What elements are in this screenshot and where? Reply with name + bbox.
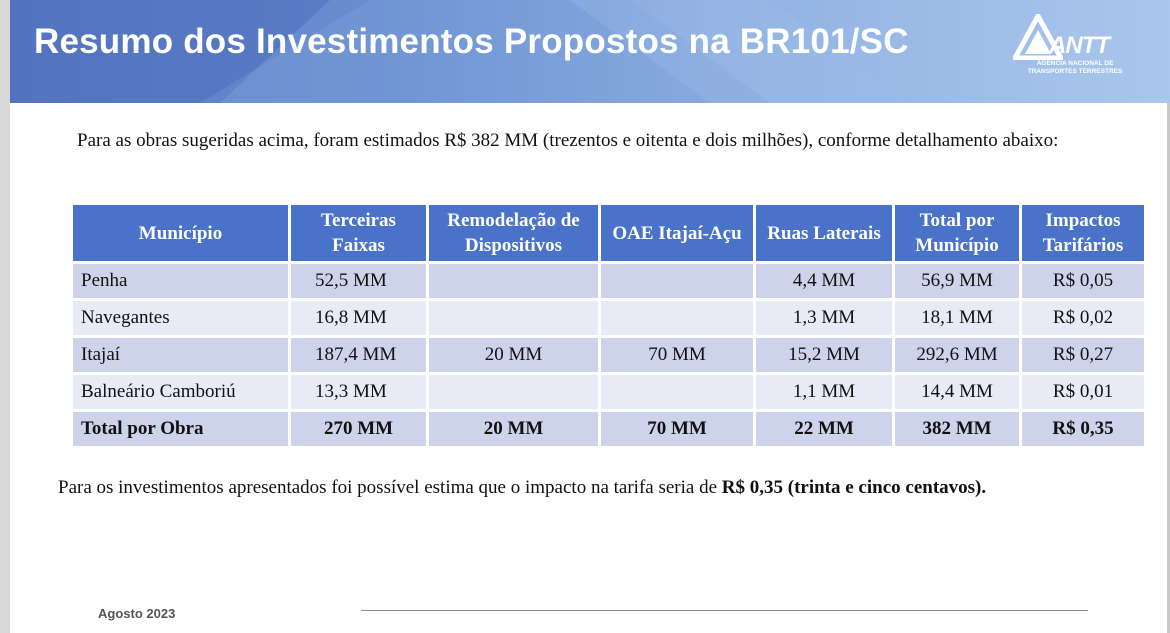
table-row — [73, 375, 1144, 409]
column-header: Impactos Tarifários — [1022, 205, 1144, 261]
investment-table — [70, 202, 1147, 449]
cell-total-value: 20 MM — [429, 412, 598, 446]
cell-value: 1,1 MM — [756, 375, 892, 409]
cell-value — [429, 264, 598, 298]
cell-value: 56,9 MM — [895, 264, 1019, 298]
antt-logo — [1005, 14, 1135, 80]
cell-value: R$ 0,27 — [1022, 338, 1144, 372]
column-header: Terceiras Faixas — [291, 205, 426, 261]
table-total-row — [73, 412, 1144, 446]
cell-value: R$ 0,02 — [1022, 301, 1144, 335]
cell-value: 187,4 MM — [291, 338, 426, 372]
cell-value: 14,4 MM — [895, 375, 1019, 409]
cell-value — [429, 375, 598, 409]
column-header: Município — [73, 205, 288, 261]
table-header-row — [73, 205, 1144, 261]
intro-paragraph: Para as obras sugeridas acima, foram estimados R$ 382 MM (trezentos e oitenta e dois milhões), conforme detalhamento abaixo: — [77, 130, 1059, 151]
cell-value: R$ 0,01 — [1022, 375, 1144, 409]
table-row — [73, 264, 1144, 298]
conclusion-text: Para os investimentos apresentados foi possível estima que o impacto na tarifa seria de — [58, 477, 722, 498]
cell-value: 16,8 MM — [291, 301, 426, 335]
cell-value: 70 MM — [601, 338, 753, 372]
cell-total-value: 382 MM — [895, 412, 1019, 446]
cell-value — [429, 301, 598, 335]
cell-value: 292,6 MM — [895, 338, 1019, 372]
cell-value: 15,2 MM — [756, 338, 892, 372]
cell-total-value: 22 MM — [756, 412, 892, 446]
cell-value: 4,4 MM — [756, 264, 892, 298]
table-row — [73, 301, 1144, 335]
cell-municipio: Navegantes — [73, 301, 288, 335]
cell-value: 18,1 MM — [895, 301, 1019, 335]
cell-total-value: 70 MM — [601, 412, 753, 446]
cell-value: 13,3 MM — [291, 375, 426, 409]
cell-municipio: Penha — [73, 264, 288, 298]
footer-date: Agosto 2023 — [98, 606, 176, 621]
cell-value: 20 MM — [429, 338, 598, 372]
column-header: OAE Itajaí-Açu — [601, 205, 753, 261]
cell-value — [601, 375, 753, 409]
cell-municipio: Balneário Camboriú — [73, 375, 288, 409]
conclusion-highlight: R$ 0,35 (trinta e cinco centavos). — [721, 477, 987, 498]
table-row — [73, 338, 1144, 372]
footer-divider — [361, 610, 1088, 611]
cell-total-value: 270 MM — [291, 412, 426, 446]
cell-total-value: R$ 0,35 — [1022, 412, 1144, 446]
cell-value — [601, 301, 753, 335]
cell-value: 52,5 MM — [291, 264, 426, 298]
logo-wordmark: ANTT — [1049, 32, 1109, 59]
column-header: Total por Município — [895, 205, 1019, 261]
cell-total-label: Total por Obra — [73, 412, 288, 446]
slide-header — [10, 0, 1170, 103]
conclusion-paragraph — [58, 476, 1158, 500]
left-edge-strip — [0, 0, 10, 633]
column-header: Ruas Laterais — [756, 205, 892, 261]
column-header: Remodelação de Dispositivos — [429, 205, 598, 261]
cell-value: R$ 0,05 — [1022, 264, 1144, 298]
cell-value — [601, 264, 753, 298]
page-title: Resumo dos Investimentos Propostos na BR101/SC — [34, 22, 909, 61]
cell-municipio: Itajaí — [73, 338, 288, 372]
cell-value: 1,3 MM — [756, 301, 892, 335]
logo-subtitle: AGÊNCIA NACIONAL DE TRANSPORTES TERRESTRES — [1027, 60, 1123, 75]
